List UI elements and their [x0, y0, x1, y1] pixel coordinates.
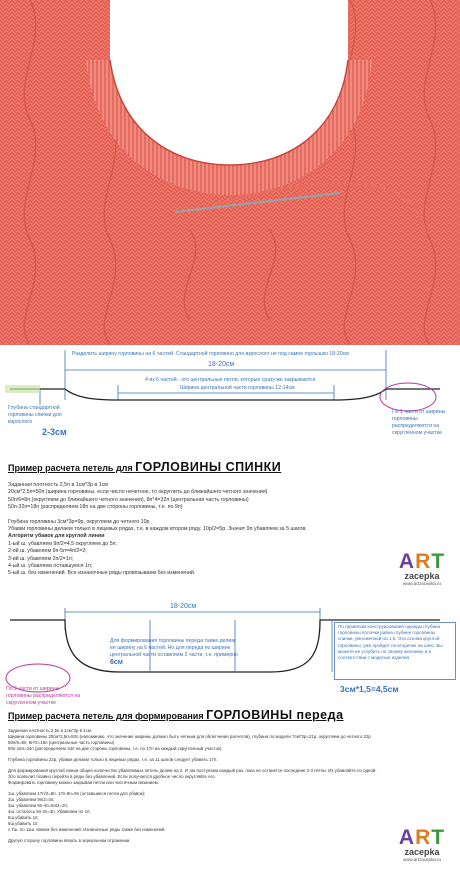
diagram1-top-note: Разделить ширину горловины на 6 частей. Стандартной горловино для взрослого не под самое горлышко 18-20см [72, 351, 349, 357]
front-line: 1ш. убавляем 17п/2=8п. 17п-8п=9п (оставшиеся петли для убавок); [8, 791, 146, 796]
front-line: Ширина горловины 20см*2,5п=50п (напоминаю, что значение ширины должно быть четным для облегчения расчетов), глубина по модели 7см*3р=21р, округляем до четного 22р [8, 734, 371, 739]
diagram2-center-note [110, 638, 240, 667]
front-line: 3ш. убавляем 9п-4п=5п/2=2п; [8, 803, 69, 808]
back-example-section [0, 460, 460, 600]
back-example-title [8, 460, 281, 474]
logo-url: www.artzacepka.ru [402, 581, 441, 586]
logo-art-text-2: ART [398, 826, 446, 849]
back-line: Убавки горловины делаем только в лицевых рядах, т.е. в каждом втором ряду. 10р/2=5р. Значит 9п убавляем за 5 шагов. [8, 526, 307, 533]
front-line: Формировать горловину можно закрывая петли или частичным вязанием. [8, 780, 160, 785]
front-line: 50п-16п=34п (распределяем 34п на две стороны горловины, т.е. по 17п на каждый скругленный участок) [8, 746, 222, 751]
front-line: Заданная плотность 2,5п в 1см*3р в 1см [8, 728, 91, 733]
diagram1-center-note: 4 из 6 частей - это центральные петли, которые сразу же закрываются [145, 377, 316, 383]
front-line: 5ш.убавить 1п; [8, 815, 39, 820]
diagram2-center-value: 6см [110, 659, 123, 666]
logo-name-2: zacepka [404, 847, 440, 857]
diagram1-width-label: 18-20см [208, 361, 235, 368]
back-neckline-diagram [0, 345, 460, 460]
front-line: 2ш. убавляем 9п/2=4п; [8, 797, 55, 802]
front-line: Глубина горловины 22р, убавки делаем только в лицевых рядах, т.е. за 11 шагов следует убавить 17п. [8, 757, 218, 762]
back-line: 50п-32п=18п (распределяем 18п на две стороны горловины, т.е. по 9п) [8, 504, 183, 511]
back-line: 5-ый ш. без изменений. Все изнаночные ряды провязываем без изменений. [8, 570, 196, 577]
back-line: Алгоритм убавок для круглой линии [8, 533, 105, 540]
back-line: Заданная плотность 2,5п в 1см*3р в 1см [8, 482, 108, 488]
back-title-prefix: Пример расчета петель для [8, 463, 133, 473]
front-line: Для формирования круглой линии общее количество убавляемых петель делим на 2. И так поступаем каждый раз, пока не останется последние 2-3 петли. Их убавляйте по одной. [8, 768, 377, 773]
front-line: с 7ш. по 11ш. вяжем без изменений. Изнаночные ряды также без изменений. [8, 827, 166, 832]
front-line: Это позволит плавно перейти в ряды без убавлений. Если получается дробное число округляйте его. [8, 774, 216, 779]
logo-art-text: ART [398, 550, 446, 573]
diagram2-center-note-text: Для формирования горловины переда также делим ее ширину на 6 частей. Но для переда по ширине центральной части оставляем 2 части, т.е. примерно [110, 638, 238, 658]
artzacepka-logo-2 [392, 826, 452, 862]
knitted-neckline-photo [0, 0, 460, 345]
back-example-lines [8, 482, 307, 578]
front-line: Другую сторону горловины вязать в зеркальном отражении. [8, 838, 131, 843]
back-line: Глубина горловины 3см*3р=9р, округляем до четного 10р [8, 518, 150, 525]
front-neckline-diagram [0, 600, 460, 705]
diagram2-right-note: По правилам конструирования одежды глубина горловины полочки равна глубине горловины спинки, умноженной на 1,5. Эта основа круглой горловины, уже пройдет по вторичке на шею. Вы можете ее углубить по своему желанию и в соответствии с моделью изделия. [338, 624, 443, 661]
front-title-main: ГОРЛОВИНЫ переда [206, 708, 344, 722]
logo-name: zacepka [404, 571, 440, 581]
back-line: 1-ый ш. убавляем 9п/2=4,5 округляем до 5п; [8, 540, 118, 547]
diagram1-right-note: По 1 части от ширины горловины распределяются на скругленном участке [392, 409, 446, 436]
front-line: 6ш.убавить 1п; [8, 821, 39, 826]
back-line: 4-ый ш. убавляем оставшуюся 1п; [8, 563, 93, 570]
front-example-section [0, 708, 460, 876]
logo-url-2: www.artzacepka.ru [402, 857, 441, 862]
diagram2-left-note: По 2 части от ширины горловины распределяются на скругленном участке [6, 686, 81, 706]
front-example-lines [8, 728, 377, 844]
back-title-main: ГОРЛОВИНЫ СПИНКИ [135, 460, 282, 474]
diagram2-width-label: 18-20см [170, 603, 197, 610]
back-line: 3-ий ш. убавляем 2п/2=1п; [8, 555, 74, 562]
diagram2-depth-value: 3см*1,5=4,5см [340, 684, 399, 694]
diagram1-center-width: Ширина центральной части горловины 12-14см [180, 385, 295, 391]
diagram1-left-depth: 2-3см [42, 427, 67, 437]
artzacepka-logo [392, 550, 452, 586]
back-line: 50п/6=8п (округляем до ближайшего четного значения), 8п*4=32п (центральная часть горловины) [8, 496, 249, 503]
front-line: 4ш. осталось 5п-2п=3п. Убавляем по 1п; [8, 809, 91, 814]
front-title-prefix: Пример расчета петель для формирования [8, 711, 204, 721]
back-line: 2-ой ш. убавляем 9п-5п=4п/2=2; [8, 548, 87, 555]
back-line: 20см*2,5п=50п (ширина горловины, если число нечетное, то округлить до ближайшего четного значения) [8, 489, 268, 496]
diagram1-left-note: Глубина стандартной горловины спинки для взрослого [8, 405, 62, 425]
front-example-title [8, 708, 344, 722]
front-line: 50п/6=8п; 8п*2=16п (центральные часть горловины) [8, 740, 115, 745]
